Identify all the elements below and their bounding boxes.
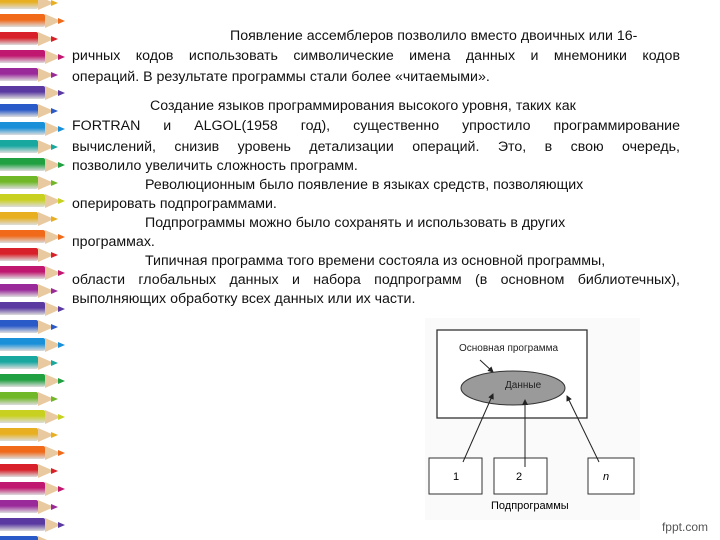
text-line: Создание языков программирования высокого уровня, таких как bbox=[150, 98, 576, 114]
pencil-lead bbox=[58, 306, 65, 312]
pencil bbox=[0, 194, 45, 207]
pencil bbox=[0, 32, 38, 45]
pencil-lead bbox=[58, 522, 65, 528]
pencil-lead bbox=[58, 234, 65, 240]
pencil-lead bbox=[51, 504, 58, 510]
text-line: FORTRAN и ALGOL(1958 год), существенно упростило программирование bbox=[72, 118, 680, 134]
text-line: программах. bbox=[72, 234, 155, 250]
text-line: операций. В результате программы стали более «читаемыми». bbox=[72, 69, 490, 85]
pencil bbox=[0, 428, 38, 441]
pencil bbox=[0, 0, 38, 9]
text-line: выполняющих обработку всех данных или их части. bbox=[72, 291, 416, 307]
pencil bbox=[0, 338, 45, 351]
pencil-lead bbox=[51, 432, 58, 438]
pencil bbox=[0, 14, 45, 27]
pencil bbox=[0, 374, 45, 387]
footer-brand: fppt.com bbox=[661, 520, 708, 534]
pencil-lead bbox=[58, 378, 65, 384]
text-line: Подпрограммы можно было сохранять и использовать в других bbox=[145, 215, 566, 231]
pencil bbox=[0, 320, 38, 333]
pencil bbox=[0, 86, 45, 99]
pencil-lead bbox=[58, 450, 65, 456]
text-line: вычислений, снизив уровень детализации операций. Это, в свою очередь, bbox=[72, 139, 680, 155]
subprogram-2-label: 2 bbox=[516, 471, 523, 483]
pencil bbox=[0, 230, 45, 243]
pencil-lead bbox=[51, 360, 58, 366]
pencil bbox=[0, 482, 45, 495]
pencil-lead bbox=[51, 396, 58, 402]
pencil-lead bbox=[58, 270, 65, 276]
pencil-lead bbox=[58, 486, 65, 492]
text-line: Появление ассемблеров позволило вместо двоичных или 16- bbox=[230, 28, 638, 44]
subprogram-n-label: n bbox=[603, 471, 610, 483]
pencil-lead bbox=[51, 0, 58, 6]
subprogram-1-label: 1 bbox=[453, 471, 460, 483]
pencil bbox=[0, 356, 38, 369]
pencil-lead bbox=[51, 324, 58, 330]
pencil-lead bbox=[58, 162, 65, 168]
pencil-lead bbox=[51, 216, 58, 222]
pencil bbox=[0, 284, 38, 297]
colored-pencils-border bbox=[0, 0, 80, 540]
subprograms-caption: Подпрограммы bbox=[491, 500, 569, 512]
pencil-lead bbox=[58, 54, 65, 60]
pencil-lead bbox=[58, 414, 65, 420]
text-line: области глобальных данных и набора подпрограмм (в основном библиотечных), bbox=[72, 272, 680, 288]
pencil bbox=[0, 500, 38, 513]
program-structure-diagram bbox=[425, 318, 640, 520]
pencil-lead bbox=[51, 144, 58, 150]
text-line: оперировать подпрограммами. bbox=[72, 196, 277, 212]
pencil bbox=[0, 518, 45, 531]
pencil bbox=[0, 212, 38, 225]
pencil-lead bbox=[51, 108, 58, 114]
pencil bbox=[0, 122, 45, 135]
pencil-lead bbox=[51, 36, 58, 42]
main-program-label: Основная программа bbox=[459, 343, 559, 354]
pencil-lead bbox=[58, 126, 65, 132]
pencil-lead bbox=[51, 180, 58, 186]
text-line: Типичная программа того времени состояла из основной программы, bbox=[145, 253, 606, 269]
pencil-lead bbox=[51, 252, 58, 258]
pencil bbox=[0, 536, 38, 540]
text-line: Революционным было появление в языках средств, позволяющих bbox=[145, 177, 584, 193]
text-line: ричных кодов использовать символические имена данных и мнемоники кодов bbox=[72, 48, 680, 64]
pencil bbox=[0, 464, 38, 477]
pencil bbox=[0, 248, 38, 261]
pencil bbox=[0, 68, 38, 81]
pencil bbox=[0, 446, 45, 459]
pencil-lead bbox=[51, 288, 58, 294]
pencil-lead bbox=[51, 468, 58, 474]
pencil bbox=[0, 176, 38, 189]
pencil bbox=[0, 410, 45, 423]
pencil bbox=[0, 158, 45, 171]
text-line: позволило увеличить сложность программ. bbox=[72, 158, 358, 174]
pencil bbox=[0, 104, 38, 117]
subprogram-box-n bbox=[588, 458, 634, 494]
pencil-lead bbox=[58, 198, 65, 204]
pencil bbox=[0, 392, 38, 405]
pencil bbox=[0, 140, 38, 153]
pencil bbox=[0, 50, 45, 63]
pencil-lead bbox=[51, 72, 58, 78]
pencil bbox=[0, 302, 45, 315]
pencil-lead bbox=[58, 90, 65, 96]
pencil-lead bbox=[58, 18, 65, 24]
pencil bbox=[0, 266, 45, 279]
data-label: Данные bbox=[505, 380, 542, 391]
pencil-lead bbox=[58, 342, 65, 348]
